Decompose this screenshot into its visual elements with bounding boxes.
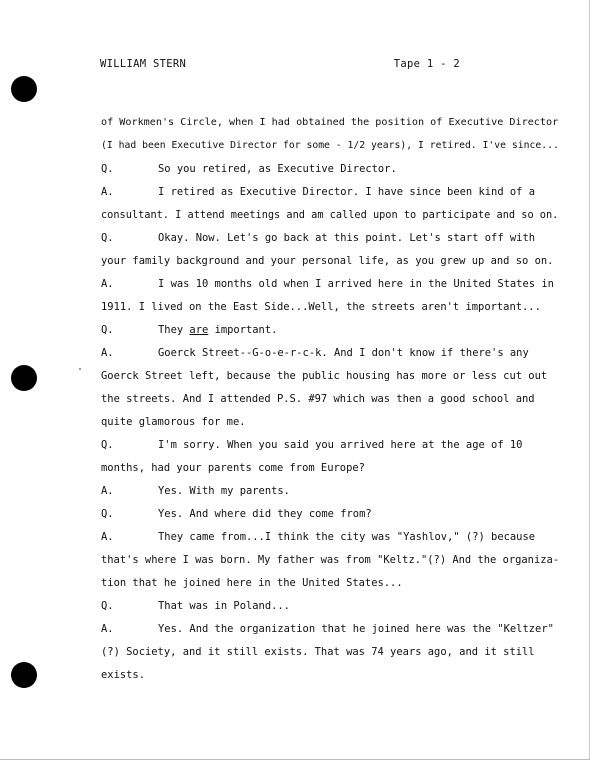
line-text: 1911. I lived on the East Side...Well, the streets aren't important... xyxy=(101,301,541,313)
transcript-line xyxy=(101,529,561,552)
transcript-line xyxy=(101,460,561,483)
line-text: of Workmen's Circle, when I had obtained the position of Executive Director xyxy=(101,117,559,128)
text-segment: important. xyxy=(208,324,278,336)
text-segment: They xyxy=(158,324,190,336)
transcript-line xyxy=(101,621,561,644)
speaker-label: Q. xyxy=(101,439,114,451)
line-text: the streets. And I attended P.S. #97 which was then a good school and xyxy=(101,393,535,405)
transcript-line xyxy=(101,253,561,276)
speaker-text: Yes. With my parents. xyxy=(158,485,290,497)
transcript-line xyxy=(101,598,561,621)
speaker-label: A. xyxy=(101,186,114,198)
speaker-label: A. xyxy=(101,278,114,290)
transcript-line xyxy=(101,207,561,230)
speaker-label: A. xyxy=(101,485,114,497)
transcript-line xyxy=(101,391,561,414)
speaker-label: Q. xyxy=(101,232,114,244)
speaker-text: They came from...I think the city was "Yashlov," (?) because xyxy=(158,531,536,543)
transcript-line xyxy=(101,575,561,598)
speaker-label: Q. xyxy=(101,163,114,175)
interviewee-name: WILLIAM STERN xyxy=(100,58,187,70)
page-header xyxy=(100,58,460,74)
speaker-text: I was 10 months old when I arrived here in the United States in xyxy=(158,278,554,290)
speaker-text: Goerck Street--G-o-e-r-c-k. And I don't know if there's any xyxy=(158,347,529,359)
transcript-line xyxy=(101,299,561,322)
line-text: consultant. I attend meetings and am called upon to participate and so on. xyxy=(101,209,559,221)
speaker-text: That was in Poland... xyxy=(158,600,290,612)
transcript-line xyxy=(101,138,561,161)
speaker-text: I'm sorry. When you said you arrived here at the age of 10 xyxy=(158,439,523,451)
transcript-line xyxy=(101,667,561,690)
transcript-line xyxy=(101,161,561,184)
tape-label: Tape 1 - 2 xyxy=(393,58,460,70)
transcript-line xyxy=(101,368,561,391)
transcript-line xyxy=(101,506,561,529)
punch-hole-top xyxy=(11,76,37,102)
transcript-line xyxy=(101,552,561,575)
punch-hole-bottom xyxy=(11,662,37,688)
speaker-text xyxy=(158,322,277,338)
speaker-text: I retired as Executive Director. I have since been kind of a xyxy=(158,186,536,198)
underlined-word: are xyxy=(189,324,209,336)
speaker-text: Okay. Now. Let's go back at this point. Let's start off with xyxy=(158,232,536,244)
line-text: quite glamorous for me. xyxy=(101,416,246,428)
speaker-text: Yes. And where did they come from? xyxy=(158,508,372,520)
transcript-line xyxy=(101,184,561,207)
line-text: (I had been Executive Director for some - 1/2 years), I retired. I've since... xyxy=(101,140,559,151)
line-text: exists. xyxy=(101,669,145,681)
line-text: Goerck Street left, because the public housing has more or less cut out xyxy=(101,370,548,382)
transcript-line xyxy=(101,483,561,506)
stray-mark xyxy=(79,368,81,370)
transcript-line xyxy=(101,115,561,138)
transcript-line xyxy=(101,322,561,345)
line-text: (?) Society, and it still exists. That was 74 years ago, and it still xyxy=(101,646,535,658)
transcript-line xyxy=(101,276,561,299)
speaker-label: A. xyxy=(101,623,114,635)
transcript-line xyxy=(101,414,561,437)
transcript-line xyxy=(101,644,561,667)
line-text: months, had your parents come from Europe? xyxy=(101,462,365,474)
speaker-text: So you retired, as Executive Director. xyxy=(158,163,397,175)
punch-hole-middle xyxy=(11,365,37,391)
speaker-label: Q. xyxy=(101,600,114,612)
line-text: your family background and your personal life, as you grew up and so on. xyxy=(101,255,554,267)
line-text: tion that he joined here in the United States... xyxy=(101,577,403,589)
transcript-line xyxy=(101,230,561,253)
speaker-label: Q. xyxy=(101,508,114,520)
speaker-label: A. xyxy=(101,531,114,543)
speaker-text: Yes. And the organization that he joined here was the "Keltzer" xyxy=(158,623,554,635)
line-text: that's where I was born. My father was from "Keltz."(?) And the organiza- xyxy=(101,554,560,566)
speaker-label: A. xyxy=(101,347,114,359)
transcript-body xyxy=(101,115,561,690)
speaker-label: Q. xyxy=(101,324,114,336)
transcript-line xyxy=(101,437,561,460)
transcript-line xyxy=(101,345,561,368)
